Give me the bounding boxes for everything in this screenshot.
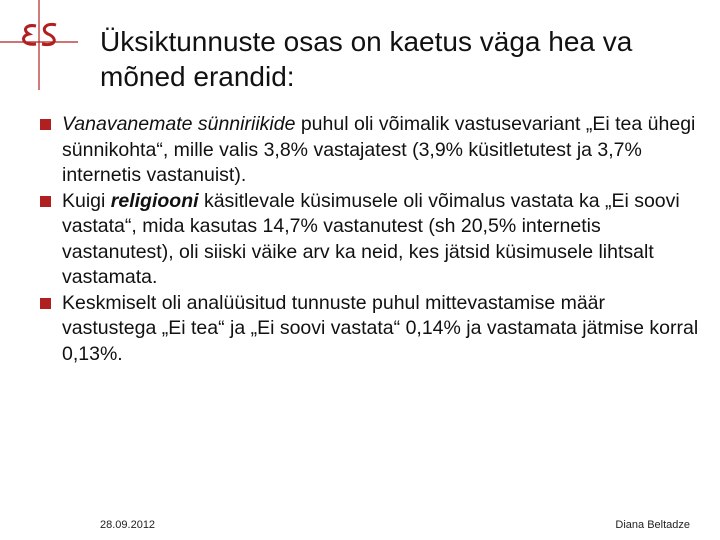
footer-date: 28.09.2012: [100, 519, 156, 531]
list-item: [40, 189, 700, 291]
bullet-text: käsitlevale küsimusele oli võimalus vastata ka „Ei soovi vastata“, mida kasutas 14,7% vastanutest (sh 20,5% internetis vastanutest), oli siiski väike arv ka neid, kes jätsid küsimusele lihtsalt vastamata.: [62, 189, 680, 288]
list-item: [40, 112, 700, 189]
bullet-prefix: Kuigi: [62, 189, 111, 212]
es-logo-icon: [0, 0, 80, 90]
square-bullet-icon: [40, 119, 51, 130]
square-bullet-icon: [40, 298, 51, 309]
slide-title: Üksiktunnuste osas on kaetus väga hea va mõned erandid:: [100, 26, 633, 92]
bullet-list: [40, 112, 700, 367]
emphasized-text: religiooni: [110, 189, 199, 212]
list-item: [40, 291, 700, 368]
bullet-text: puhul oli võimalik vastusevariant „Ei tea ühegi sünnikohta“, mille valis 3,8% vastajatest (3,9% küsitletutest ja 3,7% internetis vastanuist).: [62, 113, 696, 186]
emphasized-text: Vanavanemate sünniriikide: [62, 113, 296, 135]
square-bullet-icon: [40, 196, 51, 207]
bullet-text: Keskmiselt oli analüüsitud tunnuste puhul mittevastamise määr vastustega „Ei tea“ ja „Ei soovi vastata“ 0,14% ja vastamata jätmise korral 0,13%.: [62, 291, 699, 365]
footer-author: Diana Beltadze: [615, 519, 690, 531]
